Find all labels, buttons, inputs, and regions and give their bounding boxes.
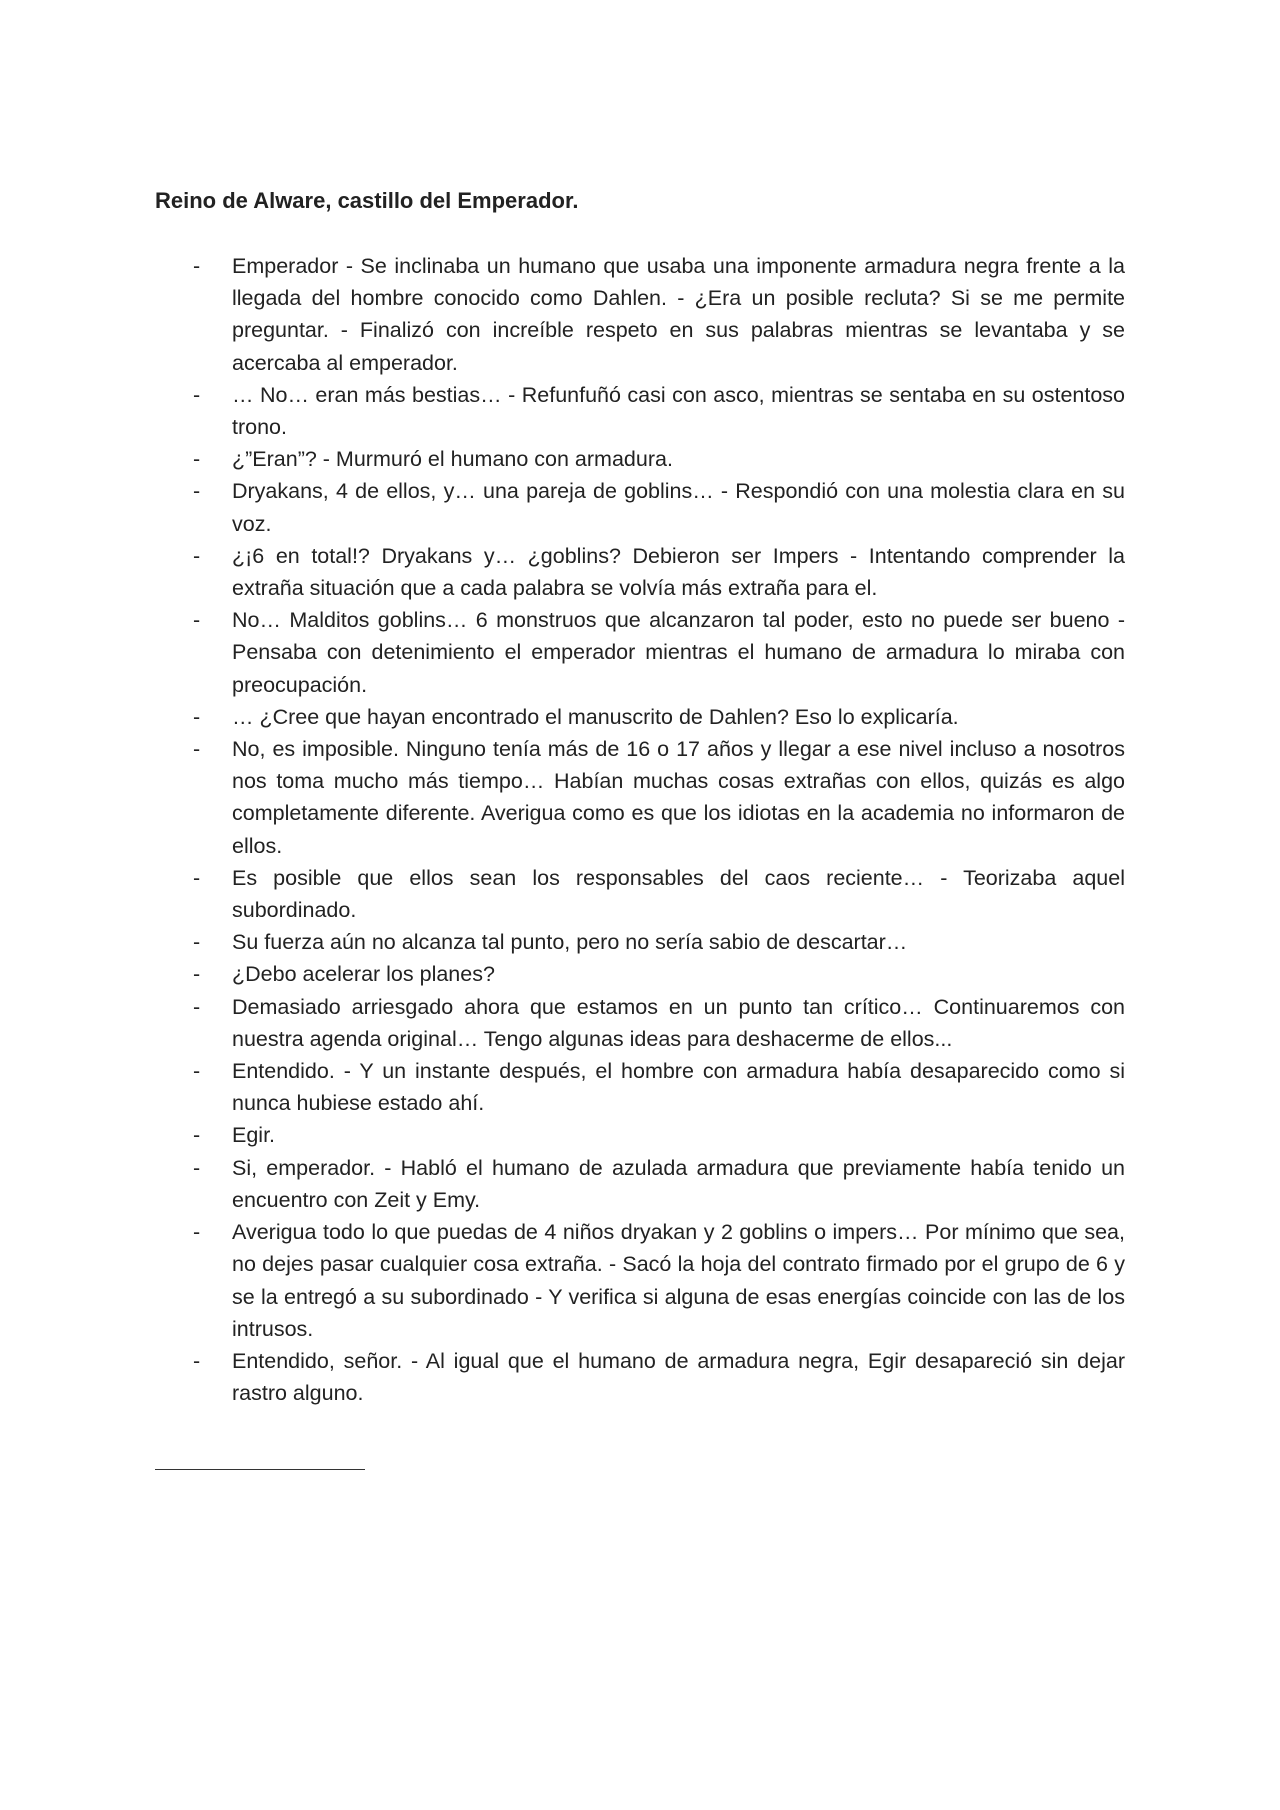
dialogue-line [155, 443, 1125, 475]
dash-marker: - [193, 543, 201, 568]
dash-marker: - [193, 382, 201, 407]
dialogue-text: Emperador - Se inclinaba un humano que usaba una imponente armadura negra frente a la llegada del hombre conocido como Dahlen. - ¿Era un posible recluta? Si se me permite preguntar. - Finalizó con increíble respeto en sus palabras mientras se levantaba y se acercaba al emperador. [232, 254, 1125, 375]
dash-marker: - [193, 1155, 201, 1180]
dialogue-line [155, 1152, 1125, 1216]
dash-marker: - [193, 737, 201, 762]
dash-marker: - [193, 254, 201, 278]
dash-marker: - [193, 865, 201, 890]
dialogue-line [155, 1345, 1125, 1409]
dash-marker: - [193, 608, 201, 633]
dialogue-line [155, 540, 1125, 604]
dialogue-text: … ¿Cree que hayan encontrado el manuscrito de Dahlen? Eso lo explicaría. [232, 704, 959, 729]
dialogue-text: Demasiado arriesgado ahora que estamos en un punto tan crítico… Continuaremos con nuestra agenda original… Tengo algunas ideas para deshacerme de ellos... [232, 994, 1125, 1051]
dialogue-text: Entendido, señor. - Al igual que el humano de armadura negra, Egir desapareció sin dejar rastro alguno. [232, 1348, 1125, 1406]
dialogue-text: ¿Debo acelerar los planes? [232, 962, 495, 987]
dash-marker: - [193, 479, 201, 504]
dialogue-line [155, 862, 1125, 926]
dialogue-line [155, 475, 1125, 539]
dialogue-line [155, 1216, 1125, 1345]
dialogue-line [155, 379, 1125, 443]
dash-marker: - [193, 1123, 201, 1148]
dialogue-line [155, 1119, 1125, 1151]
dialogue-line [155, 991, 1125, 1055]
dialogue-line [155, 250, 1125, 379]
dialogue-line [155, 1055, 1125, 1119]
dialogue-text: Su fuerza aún no alcanza tal punto, pero no sería sabio de descartar… [232, 930, 908, 955]
dialogue-line [155, 701, 1125, 733]
dialogue-line [155, 604, 1125, 701]
dialogue-text: Si, emperador. - Habló el humano de azulada armadura que previamente había tenido un encuentro con Zeit y Emy. [232, 1155, 1125, 1212]
dash-marker: - [193, 930, 201, 955]
dash-marker: - [193, 1220, 201, 1245]
dialogue-text: Dryakans, 4 de ellos, y… una pareja de goblins… - Respondió con una molestia clara en su voz. [232, 479, 1125, 536]
dialogue-line [155, 733, 1125, 862]
dialogue-text: Averigua todo lo que puedas de 4 niños dryakan y 2 goblins o impers… Por mínimo que sea, no dejes pasar cualquier cosa extraña. - Sacó la hoja del contrato firmado por el grupo de 6 y se la entregó a su subordinado - Y verifica si alguna de esas energías coincide con las de los intrusos. [232, 1220, 1125, 1341]
dash-marker: - [193, 1059, 201, 1084]
dash-marker: - [193, 447, 201, 472]
dialogue-text: Egir. [232, 1123, 276, 1148]
footnote-separator [155, 1469, 365, 1470]
dialogue-text: No, es imposible. Ninguno tenía más de 16 o 17 años y llegar a ese nivel incluso a nosotros nos toma mucho más tiempo… Habían muchas cosas extrañas con ellos, quizás es algo completamente diferente. Averigua como es que los idiotas en la academia no informaron de ellos. [232, 737, 1125, 858]
document-heading: Reino de Alware, castillo del Emperador. [155, 188, 579, 213]
dash-marker: - [193, 1348, 201, 1373]
dialogue-line [155, 958, 1125, 990]
dash-marker: - [193, 704, 201, 729]
dialogue-text: ¿”Eran”? - Murmuró el humano con armadura. [232, 447, 673, 472]
dialogue-text: No… Malditos goblins… 6 monstruos que alcanzaron tal poder, esto no puede ser bueno - Pensaba con detenimiento el emperador mientras el humano de armadura lo miraba con preocupación. [232, 608, 1125, 697]
dialogue-list [155, 250, 1125, 1409]
dialogue-text: Es posible que ellos sean los responsables del caos reciente… - Teorizaba aquel subordinado. [232, 865, 1125, 923]
dash-marker: - [193, 962, 201, 987]
dash-marker: - [193, 994, 201, 1019]
dialogue-text: ¿¡6 en total!? Dryakans y… ¿goblins? Debieron ser Impers - Intentando comprender la extraña situación que a cada palabra se volvía más extraña para el. [232, 543, 1125, 601]
dialogue-text: Entendido. - Y un instante después, el hombre con armadura había desaparecido como si nunca hubiese estado ahí. [232, 1059, 1125, 1116]
dialogue-line [155, 926, 1125, 958]
dialogue-text: … No… eran más bestias… - Refunfuñó casi con asco, mientras se sentaba en su ostentoso trono. [232, 382, 1125, 440]
